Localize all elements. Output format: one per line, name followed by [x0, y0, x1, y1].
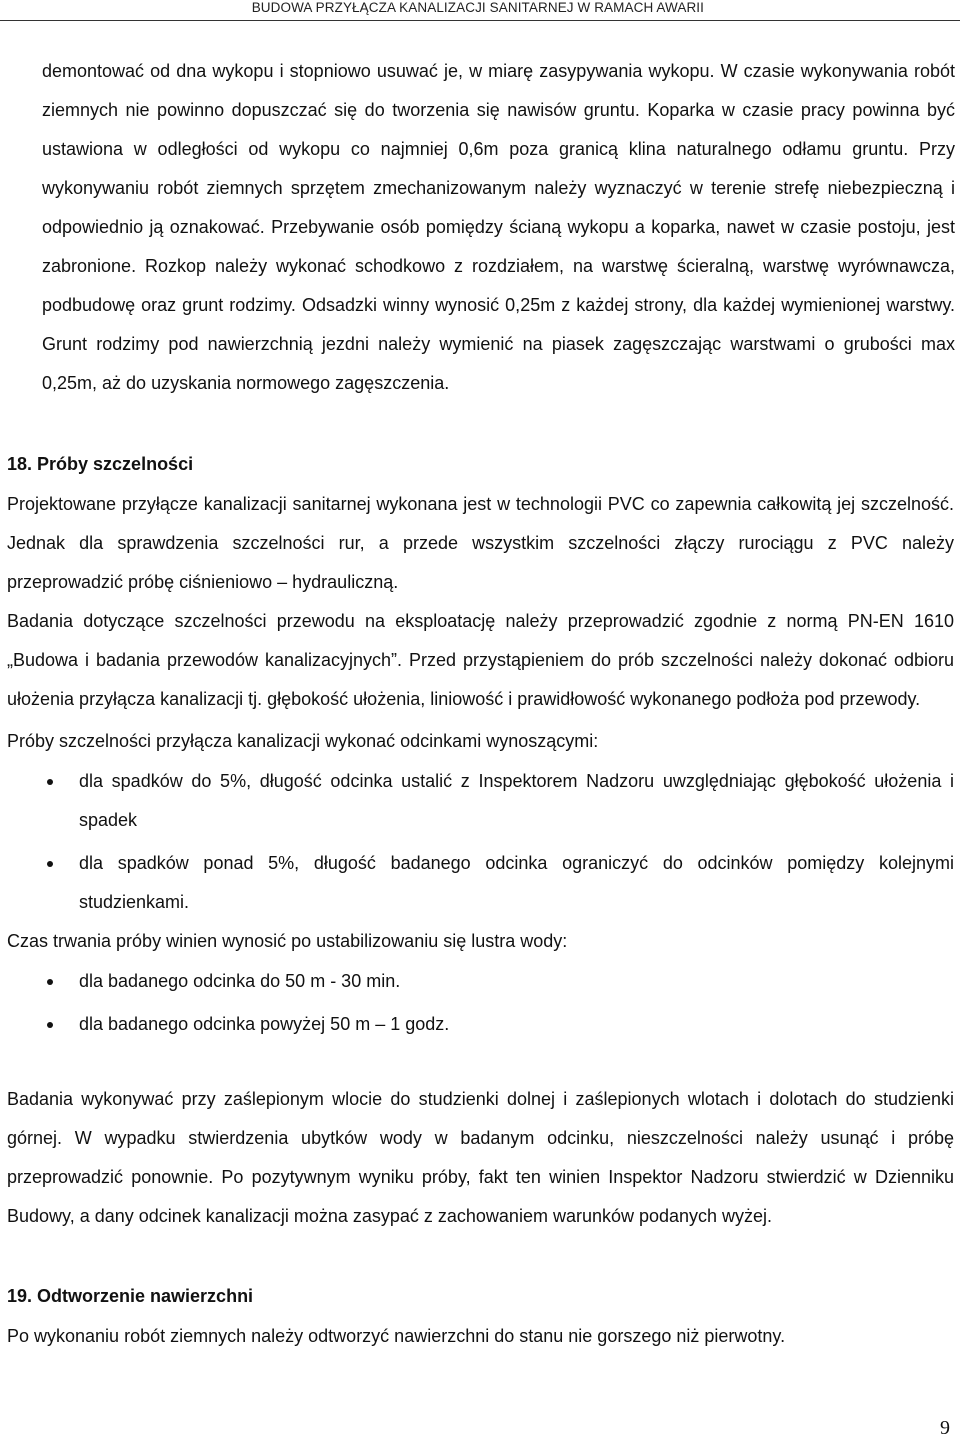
list-item	[7, 1005, 954, 1044]
list-item-text: dla badanego odcinka do 50 m - 30 min.	[79, 971, 401, 991]
header-title: BUDOWA PRZYŁĄCZA KANALIZACJI SANITARNEJ W RAMACH AWARII	[251, 0, 704, 15]
header-divider	[0, 20, 960, 21]
list-item	[7, 844, 954, 922]
segment-length-list	[7, 762, 954, 922]
test-duration-list	[7, 962, 954, 1044]
running-header	[0, 0, 960, 18]
list-item	[7, 962, 954, 1001]
bullet-icon	[47, 779, 53, 785]
section18-paragraph-4: Czas trwania próby winien wynosić po ustabilizowaniu się lustra wody:	[7, 931, 568, 951]
section17-paragraph: demontować od dna wykopu i stopniowo usuwać je, w miarę zasypywania wykopu. W czasie wykonywania robót ziemnych nie powinno dopuszczać się do tworzenia się nawisów gruntu. Koparka w czasie pracy powinna być ustawiona w odległości od wykopu co najmniej 0,6m poza granicą klina naturalnego odłamu gruntu. Przy wykonywaniu robót ziemnych sprzętem zmechanizowanym należy wyznaczyć w terenie strefę niebezpieczną i odpowiednio ją oznakować. Przebywanie osób pomiędzy ścianą wykopu a koparka, nawet w czasie postoju, jest zabronione. Rozkop należy wykonać schodkowo z rozdziałem, na warstwę ścieralną, warstwę wyrównawcza, podbudowę oraz grunt rodzimy. Odsadzki winny wynosić 0,25m z każdej strony, dla każdej wymienionej warstwy. Grunt rodzimy pod nawierzchnią jezdni należy wymienić na piasek zagęszczając warstwami o grubości max 0,25m, aż do uzyskania normowego zagęszczenia.	[42, 61, 955, 393]
section19-paragraph-1: Po wykonaniu robót ziemnych należy odtworzyć nawierzchni do stanu nie gorszego niż pierwotny.	[7, 1326, 786, 1346]
list-item-text: dla spadków do 5%, długość odcinka ustalić z Inspektorem Nadzoru uwzględniając głębokość ułożenia i spadek	[79, 771, 954, 830]
bullet-icon	[47, 979, 53, 985]
section18-paragraph-2: Badania dotyczące szczelności przewodu na eksploatację należy przeprowadzić zgodnie z normą PN-EN 1610 „Budowa i badania przewodów kanalizacyjnych”. Przed przystąpieniem do prób szczelności należy dokonać odbioru ułożenia przyłącza kanalizacji tj. głębokość ułożenia, liniowość i prawidłowość wykonanego podłoża pod przewody.	[7, 611, 954, 709]
bullet-icon	[47, 861, 53, 867]
section18-paragraph-5: Badania wykonywać przy zaślepionym wlocie do studzienki dolnej i zaślepionych wlotach i dolotach do studzienki górnej. W wypadku stwierdzenia ubytków wody w badanym odcinku, nieszczelności należy usunąć i próbę przeprowadzić ponownie. Po pozytywnym wyniku próby, fakt ten winien Inspektor Nadzoru stwierdzić w Dzienniku Budowy, a dany odcinek kanalizacji można zasypać z zachowaniem warunków podanych wyżej.	[7, 1089, 954, 1226]
bullet-icon	[47, 1022, 53, 1028]
list-item	[7, 762, 954, 840]
section18-heading: 18. Próby szczelności	[7, 454, 194, 474]
list-item-text: dla badanego odcinka powyżej 50 m – 1 godz.	[79, 1014, 450, 1034]
section18-paragraph-3: Próby szczelności przyłącza kanalizacji wykonać odcinkami wynoszącymi:	[7, 731, 599, 751]
section18-paragraph-1: Projektowane przyłącze kanalizacji sanitarnej wykonana jest w technologii PVC co zapewnia całkowitą jej szczelność. Jednak dla sprawdzenia szczelności rur, a przede wszystkim szczelności złączy rurociągu z PVC należy przeprowadzić próbę ciśnieniowo – hydrauliczną.	[7, 494, 954, 592]
section19-heading: 19. Odtworzenie nawierzchni	[7, 1286, 254, 1306]
list-item-text: dla spadków ponad 5%, długość badanego odcinka ograniczyć do odcinków pomiędzy kolejnymi studzienkami.	[79, 853, 954, 912]
page-number: 9	[940, 1417, 950, 1439]
